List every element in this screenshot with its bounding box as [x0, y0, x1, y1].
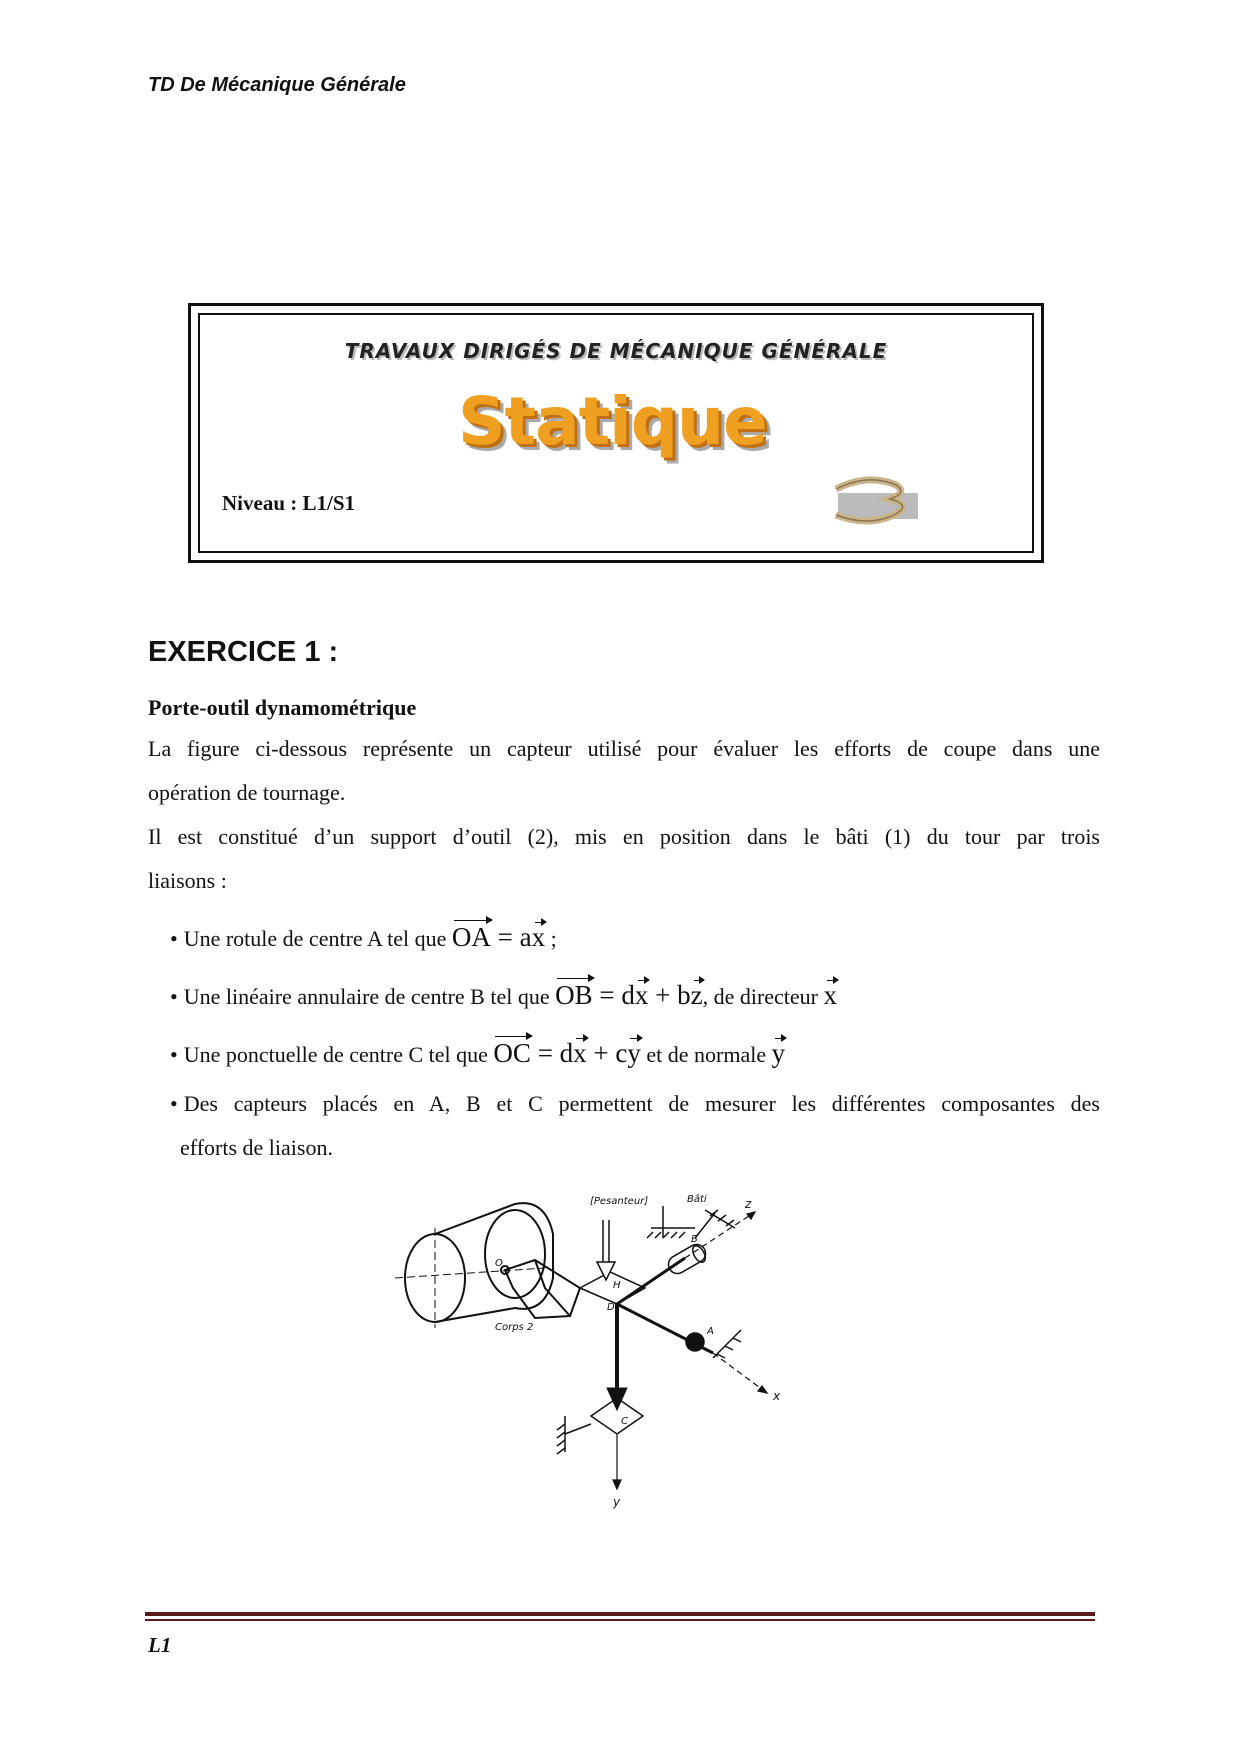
exercise-title: EXERCICE 1 :	[148, 636, 339, 668]
paragraph-1-line-1: La figure ci-dessous représente un capteur utilisé pour évaluer les efforts de coupe dans une	[148, 736, 1100, 761]
label-corps-2: Corps 2	[495, 1322, 534, 1333]
joint-b	[665, 1210, 735, 1277]
label-x: x	[773, 1389, 781, 1403]
axes	[613, 1212, 767, 1489]
paragraph-2-line-2: liaisons :	[148, 868, 227, 893]
exercise-subtitle: Porte-outil dynamométrique	[148, 695, 417, 720]
label-pesanteur: [Pesanteur]	[590, 1196, 649, 1207]
page-header-title: TD De Mécanique Générale	[148, 74, 406, 96]
label-bati: Bâti	[687, 1194, 707, 1205]
bullet-capteurs-line-1: • Des capteurs placés en A, B et C permettent de mesurer les différentes composantes des	[170, 1091, 1100, 1116]
label-point-o: O	[495, 1258, 503, 1269]
bullet-capteurs-line-2: efforts de liaison.	[180, 1135, 333, 1160]
weight-arrow	[597, 1220, 615, 1280]
label-z: z	[745, 1197, 752, 1211]
title-box	[188, 303, 1044, 563]
footer-rule-thin	[145, 1619, 1095, 1621]
decorative-three-icon	[828, 475, 928, 525]
bullet-lineaire-annulaire: • Une linéaire annulaire de centre B tel que OB = dx + bz, de directeur x	[170, 980, 837, 1010]
level-label: Niveau : L1/S1	[222, 491, 356, 515]
label-point-c: C	[621, 1416, 628, 1427]
subject-wordart: Statique	[458, 383, 767, 460]
tool-holder-figure	[395, 1188, 870, 1518]
paragraph-1-line-2: opération de tournage.	[148, 780, 346, 805]
label-point-a: A	[707, 1326, 714, 1337]
footer-level: L1	[148, 1633, 172, 1657]
paragraph-2-line-1: Il est constitué d’un support d’outil (2), mis en position dans le bâti (1) du tour par trois	[148, 824, 1100, 849]
bullet-rotule: • Une rotule de centre A tel que OA = ax ;	[170, 922, 557, 952]
box-heading: TRAVAUX DIRIGÉS DE MÉCANIQUE GÉNÉRALE	[344, 339, 888, 363]
label-point-h: H	[613, 1280, 621, 1291]
bullet-ponctuelle: • Une ponctuelle de centre C tel que OC = dx + cy et de normale y	[170, 1038, 786, 1068]
title-box-inner-frame	[198, 313, 1034, 553]
label-point-d: D	[607, 1302, 615, 1313]
footer-rule-thick	[145, 1612, 1095, 1616]
label-point-b: B	[691, 1234, 698, 1245]
label-y: y	[613, 1495, 621, 1509]
